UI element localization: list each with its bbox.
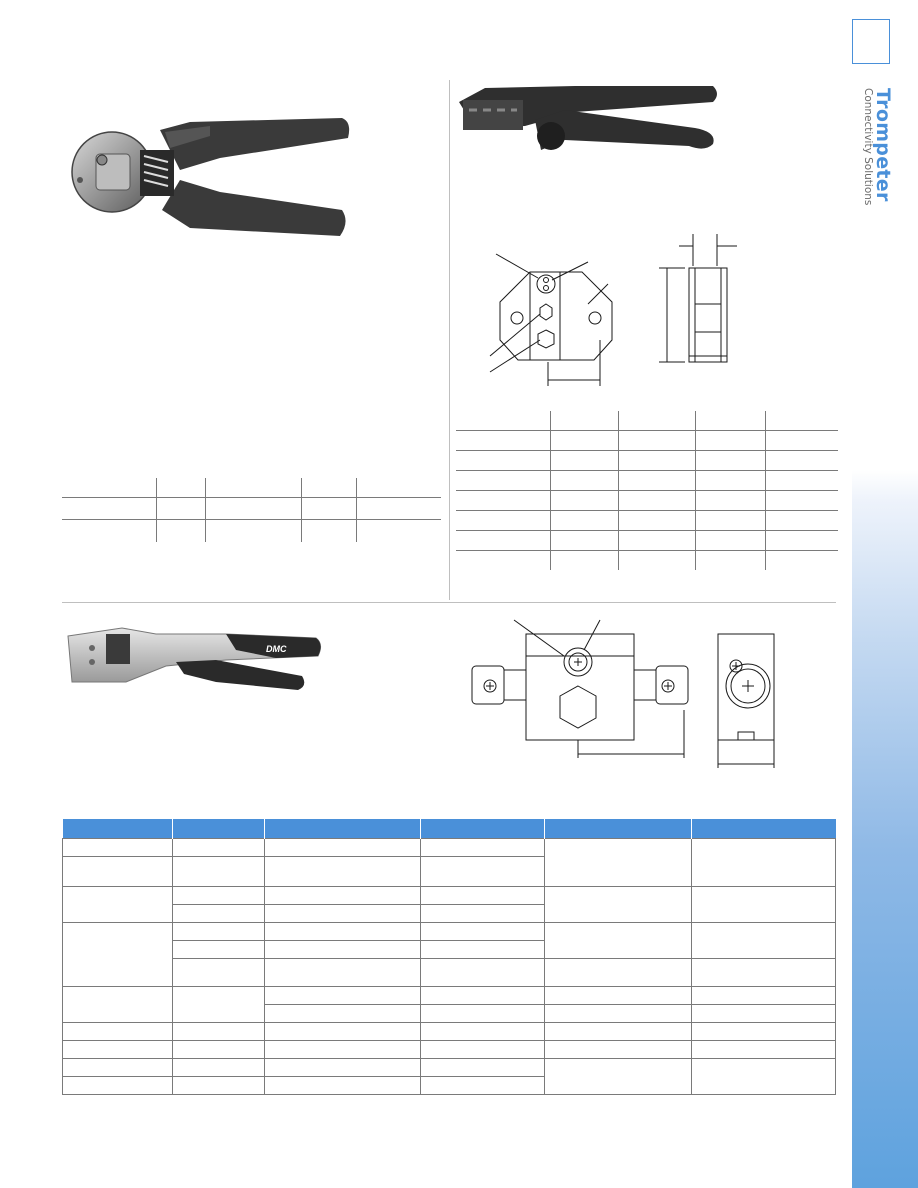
table-header-cell (420, 819, 544, 839)
crimp-tool-photo-1 (70, 110, 360, 250)
section-divider (62, 602, 836, 603)
tool-spec-table (62, 478, 441, 542)
tool-brand-logo: DMC (266, 644, 287, 654)
table-row (63, 1059, 836, 1077)
table-header-cell (264, 819, 420, 839)
table-header-cell (544, 819, 691, 839)
table-header-cell (691, 819, 836, 839)
die-spec-table (456, 411, 838, 570)
brand-name: Trompeter (872, 88, 894, 202)
die-front-drawing (488, 248, 618, 388)
crimp-tool-photo-3 (66, 620, 326, 692)
positioner-spec-table (62, 819, 836, 1095)
positioner-front-drawing (468, 620, 690, 760)
positioner-side-drawing (712, 630, 782, 770)
page-number-box (852, 19, 890, 64)
table-header-cell (63, 819, 173, 839)
table-row (63, 987, 836, 1005)
table-row (63, 839, 836, 857)
crimp-tool-photo-2 (455, 80, 720, 160)
table-header-row (63, 819, 836, 839)
column-divider (449, 80, 450, 600)
table-row (63, 1041, 836, 1059)
table-row (63, 887, 836, 905)
table-row (63, 959, 836, 987)
table-row (63, 923, 836, 941)
brand-logo (860, 88, 900, 218)
die-side-drawing (655, 232, 745, 372)
brand-tagline: Connectivity Solutions (862, 88, 874, 206)
table-row (63, 1023, 836, 1041)
table-header-cell (172, 819, 264, 839)
